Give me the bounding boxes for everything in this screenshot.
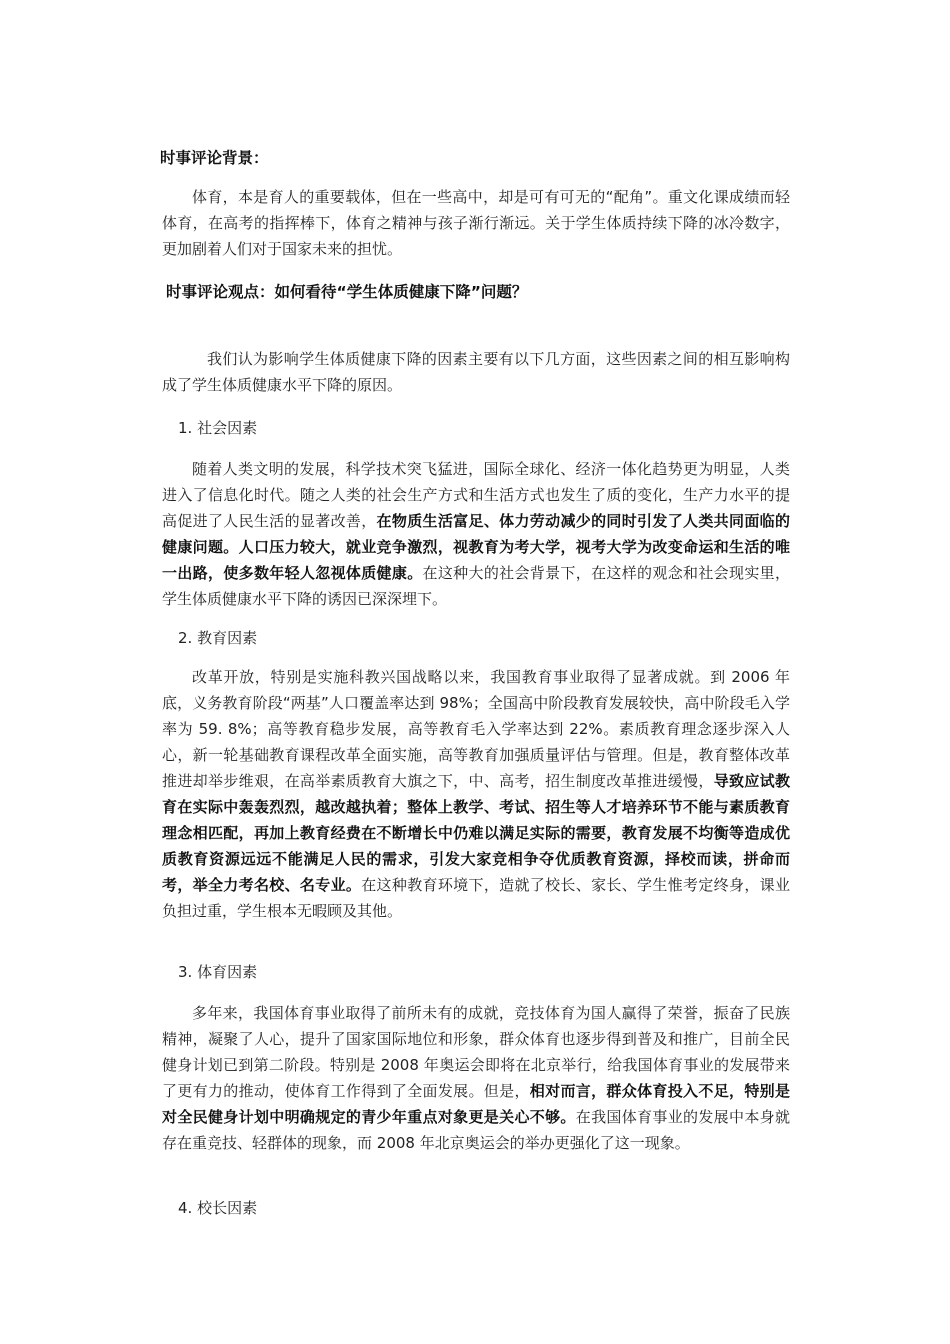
heading-background: 时事评论背景： [160, 149, 269, 167]
section-paragraph-education [162, 664, 790, 924]
section-title-sports: 3. 体育因素 [178, 963, 258, 981]
heading-viewpoint: 时事评论观点：如何看待“学生体质健康下降”问题？ [166, 283, 528, 301]
paragraph-text: 随着人类文明的发展，科学技术突飞猛进，国际全球化、经济一体化趋势更为明显，人类进入了信息化时代。随之人类的社会生产方式和生活方式也发生了质的变化，生产力水平的提高促进了人民生活的显著改善， [162, 460, 790, 530]
section-paragraph-sports [162, 1000, 790, 1156]
section-title-education: 2. 教育因素 [178, 629, 258, 647]
paragraph-text: 在我国体育事业的发展中本身就存在重竞技、轻群体的现象，而 2008 年北京奥运会的举办更强化了这一现象。 [162, 1108, 790, 1152]
paragraph-text: 在这种教育环境下，造就了校长、家长、学生惟考定终身，课业负担过重，学生根本无暇顾及其他。 [162, 876, 790, 920]
paragraph-text: 改革开放，特别是实施科教兴国战略以来，我国教育事业取得了显著成就。到 2006 年底，义务教育阶段“两基”人口覆盖率达到 98%；全国高中阶段教育发展较快，高中阶段毛入学率为 59. 8%；高等教育稳步发展，高等教育毛入学率达到 22%。素质教育理念逐步深入人心，新一轮基础教育课程改革全面实施，高等教育加强质量评估与管理。但是，教育整体改革推进却举步维艰，在高举素质教育大旗之下，中、高考，招生制度改革推进缓慢， [162, 668, 790, 790]
background-paragraph: 体育，本是育人的重要载体，但在一些高中，却是可有可无的“配角”。重文化课成绩而轻体育，在高考的指挥棒下，体育之精神与孩子渐行渐远。关于学生体质持续下降的冰冷数字，更加剧着人们对于国家未来的担忧。 [162, 188, 790, 258]
paragraph-bold-text: 在物质生活富足、体力劳动减少的同时引发了人类共同面临的健康问题。人口压力较大，就业竞争激烈，视教育为考大学，视考大学为改变命运和生活的唯一出路，使多数年轻人忽视体质健康。 [162, 512, 790, 582]
paragraph-bold-text: 相对而言，群众体育投入不足，特别是对全民健身计划中明确规定的青少年重点对象更是关心不够。 [162, 1082, 790, 1126]
section-title-principal: 4. 校长因素 [178, 1199, 258, 1217]
paragraph-bold-text: 导致应试教育在实际中轰轰烈烈，越改越执着；整体上教学、考试、招生等人才培养环节不能与素质教育理念相匹配，再加上教育经费在不断增长中仍难以满足实际的需要，教育发展不均衡等造成优质教育资源远远不能满足人民的需求，引发大家竞相争夺优质教育资源，择校而读，拼命而考，举全力考名校、名专业。 [162, 772, 790, 894]
paragraph-text: 在这种大的社会背景下，在这样的观念和社会现实里，学生体质健康水平下降的诱因已深深埋下。 [162, 564, 790, 608]
section-paragraph-social [162, 456, 790, 612]
section-title-social: 1. 社会因素 [178, 419, 258, 437]
intro-paragraph: 我们认为影响学生体质健康下降的因素主要有以下几方面，这些因素之间的相互影响构成了学生体质健康水平下降的原因。 [162, 350, 790, 394]
paragraph-text: 多年来，我国体育事业取得了前所未有的成就，竞技体育为国人赢得了荣誉，振奋了民族精神，凝聚了人心，提升了国家国际地位和形象，群众体育也逐步得到普及和推广，目前全民健身计划已到第二阶段。特别是 2008 年奥运会即将在北京举行，给我国体育事业的发展带来了更有力的推动，使体育工作得到了全面发展。但是， [162, 1004, 790, 1100]
